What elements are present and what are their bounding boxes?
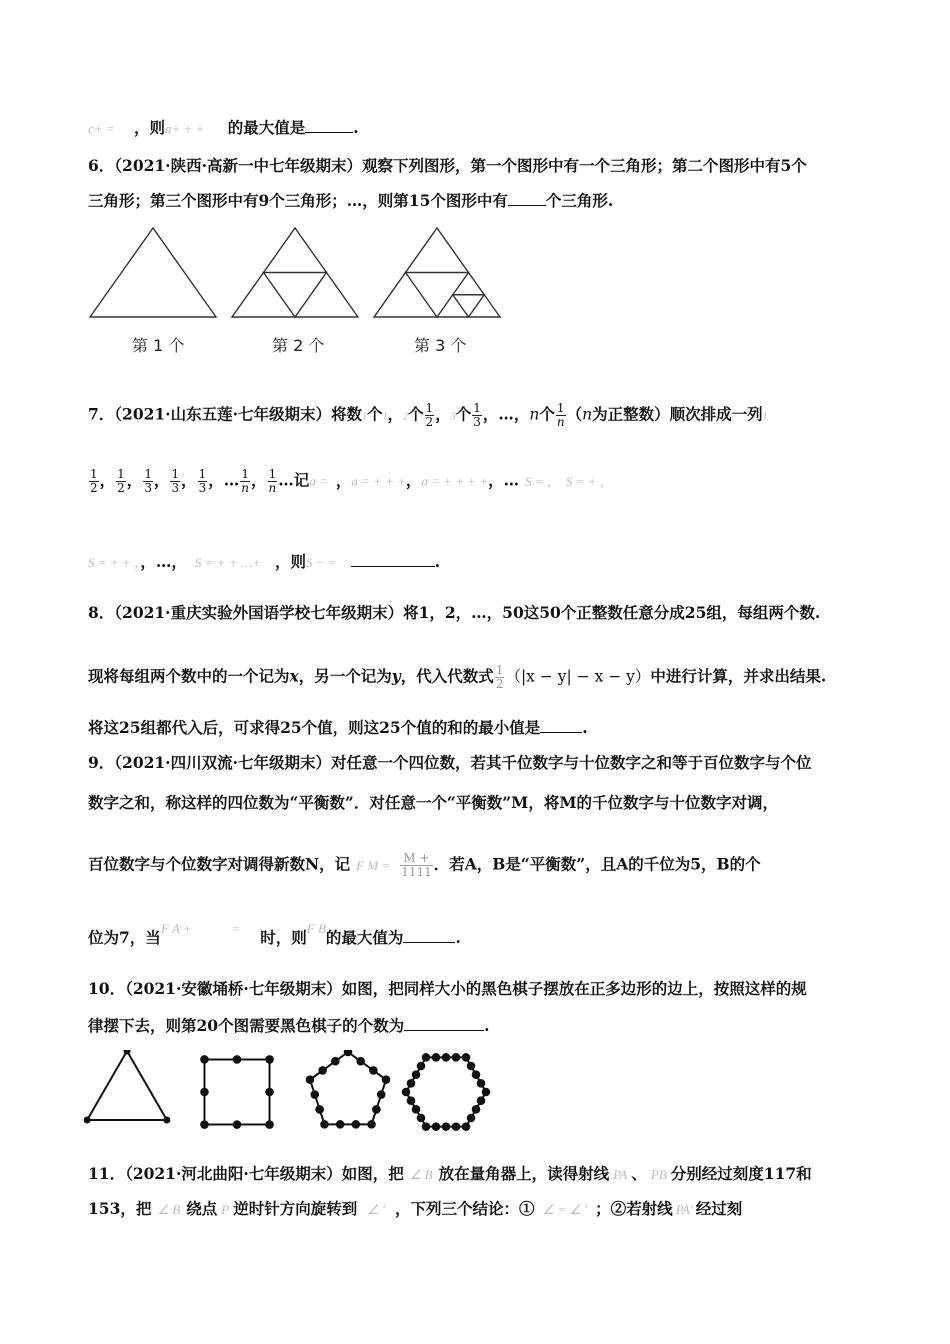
comma: ， (335, 470, 352, 490)
q7-line-3 (88, 552, 440, 573)
q8-line-2 (88, 664, 826, 691)
chess-piece (467, 1062, 476, 1071)
figure-caption-2: 第 2 个 (272, 336, 325, 355)
ellipsis: ，…， (482, 404, 530, 424)
question-text: 绕点 (186, 1199, 218, 1218)
faint-formula: PA′ (675, 1202, 693, 1217)
q9-line-2 (88, 793, 778, 813)
question-source: （2021·山东五莲·七年级期末） (114, 404, 331, 424)
chess-piece (442, 1122, 451, 1131)
question-text: 如图，把 (341, 1164, 404, 1183)
question-text: 经过刻 (695, 1199, 743, 1218)
var-n: n (529, 405, 540, 424)
chess-piece (315, 1105, 324, 1114)
figure-caption-1: 第 1 个 (132, 336, 185, 355)
comma: ， (99, 470, 116, 490)
word-ge: 个 (367, 404, 383, 424)
var-n: n (582, 405, 593, 424)
figure-caption-3: 第 3 个 (414, 336, 467, 355)
q10-line-2 (88, 1016, 489, 1036)
question-text: ，另一个记为 (298, 666, 392, 686)
chess-piece (432, 1122, 441, 1131)
question-text-end: 个三角形. (545, 191, 614, 210)
question-text: 时，则 (260, 928, 307, 947)
faint-formula: F B (306, 921, 326, 936)
chess-piece (200, 1055, 209, 1064)
answer-blank[interactable] (351, 552, 435, 567)
q10-line-1 (88, 979, 807, 999)
faint-number: 3 (450, 411, 456, 423)
chess-piece (442, 1053, 451, 1062)
question-text: 的最大值为 (325, 928, 404, 947)
comma: ， (126, 470, 143, 490)
ellipsis: ，… (488, 470, 520, 490)
question-source: （2021·四川双流·七年级期末） (114, 753, 331, 772)
faint-formula: P (221, 1202, 230, 1217)
chess-piece (402, 1088, 411, 1097)
q5-end-text: 的最大值是 (227, 118, 306, 137)
chess-piece (377, 1090, 386, 1099)
question-text: ，代入代数式 (400, 666, 494, 686)
chess-piece (331, 1057, 340, 1066)
question-text: 将这25组都代入后，可求得25个值，则这25个值的和的最小值是 (88, 718, 541, 737)
ellipsis: ，… (208, 470, 240, 490)
question-text: 律摆下去，则第20个图需要黑色棋子的个数为 (88, 1016, 405, 1035)
chess-piece (369, 1066, 378, 1075)
chess-piece (311, 1090, 320, 1099)
q11-line-2 (88, 1199, 742, 1220)
chess-piece (417, 1062, 426, 1071)
question-text: 位为7，当 (88, 928, 161, 947)
chess-piece (306, 1075, 315, 1084)
period: . (353, 118, 359, 137)
var-y: y (391, 666, 401, 686)
faint-formula: S = ， (525, 473, 560, 489)
chess-piece (265, 1120, 274, 1129)
fraction-1-2: $\frac{1}{2}$ (425, 401, 434, 429)
question-source: （2021·重庆实验外国语学校七年级期末） (114, 603, 404, 622)
question-number: 10． (88, 979, 126, 998)
chess-piece (472, 1105, 481, 1114)
question-text: 放在量角器上，读得射线 (438, 1164, 610, 1183)
faint-formula: ∠ = ∠ ′ (542, 1202, 588, 1217)
polygon-triangle-3-pieces (84, 1050, 171, 1124)
question-text: ，下列三个结论：① (394, 1199, 535, 1218)
question-text: 如图，把同样大小的黑色棋子摆放在正多边形的边上，按照这样的规 (341, 979, 807, 998)
punct: 、 (631, 1164, 647, 1183)
question-text: ．若A，B是“平衡数”，且A的千位为5，B的个 (433, 854, 761, 874)
faint-formula: ∠ ′ (367, 1202, 385, 1217)
word-ge: 个 (455, 404, 472, 424)
question-source: （2021·安徽埇桥·七年级期末） (125, 979, 342, 998)
chess-piece (462, 1122, 471, 1131)
faint-formula: S = + ， (565, 473, 613, 489)
chess-piece (477, 1096, 486, 1105)
question-text: 分别经过刻度117和 (670, 1164, 812, 1183)
chess-piece (407, 1079, 416, 1088)
word-ge: 个 (539, 404, 555, 424)
faint-formula: PA (613, 1167, 628, 1182)
period: . (455, 928, 461, 947)
q9-line-3 (88, 852, 761, 879)
ellipsis: ，… (140, 552, 172, 571)
chess-piece (467, 1114, 476, 1123)
faint-formula: a = (309, 473, 328, 489)
comma: ， (387, 404, 404, 424)
question-text: ；②若射线 (595, 1199, 673, 1218)
faint-formula: S − = (306, 555, 337, 570)
chess-piece (336, 1120, 345, 1129)
question-source: （2021·陕西·高新一中七年级期末） (114, 156, 362, 175)
question-number: 7． (88, 404, 115, 424)
triangle-figure-2 (232, 228, 358, 317)
faint-formula: ∠ B (409, 1167, 433, 1182)
faint-formula: a = + + + + (421, 473, 489, 489)
faint-formula: F M = (356, 857, 391, 873)
question-number: 8． (88, 603, 115, 622)
chess-piece (318, 1066, 327, 1075)
period: . (582, 718, 588, 737)
faint-number: 2 (403, 411, 409, 423)
question-text: 为正整数）顺次排成一列 (592, 404, 763, 424)
chess-piece (233, 1055, 242, 1064)
chess-piece (407, 1096, 416, 1105)
comma: ， (405, 470, 422, 490)
chess-piece (452, 1053, 461, 1062)
faint-number: 1 (762, 411, 768, 423)
faint-formula: = (231, 921, 241, 936)
faint-formula: a = + + + (351, 473, 406, 489)
chess-piece (422, 1122, 431, 1131)
fraction-1-2: $\frac{1}{2}$ (90, 467, 98, 495)
question-text: 观察下列图形，第一个图形中有一个三角形；第二个图形中有5个 (361, 156, 807, 175)
faint-formula: PB (650, 1167, 667, 1182)
polygon-outline (310, 1052, 386, 1124)
q6-triangle-figures (80, 220, 520, 365)
q6-line-2 (88, 191, 613, 211)
chess-piece (320, 1120, 329, 1129)
question-text: 中进行计算，并求出结果. (650, 666, 827, 686)
question-text: 百位数字与个位数字对调得新数N，记 (88, 854, 351, 874)
chess-piece (432, 1053, 441, 1062)
comma: ， (181, 470, 197, 490)
question-text: 三角形；第三个图形中有9个三角形；…，则第15个图形中有 (88, 191, 508, 210)
chess-piece (265, 1055, 274, 1064)
q8-line-3 (88, 718, 588, 738)
comma: ， (251, 470, 267, 490)
question-number: 11． (88, 1164, 126, 1183)
chess-piece (372, 1105, 381, 1114)
answer-blank[interactable] (305, 118, 353, 133)
q11-line-1 (88, 1164, 812, 1185)
chess-piece (352, 1120, 361, 1129)
fraction-1-3: $\frac{1}{3}$ (171, 467, 180, 495)
polygon-hexagon-6-pieces (402, 1053, 491, 1131)
expression: （|x − y| − x − y） (505, 667, 651, 686)
question-number: 6． (88, 156, 115, 175)
faint-number: 1 (362, 411, 367, 423)
chess-piece (200, 1088, 209, 1097)
question-text: 逆时针方向旋转到 (233, 1199, 358, 1218)
question-text: 现将每组两个数中的一个记为 (88, 666, 290, 686)
var-x: x (289, 666, 299, 686)
chess-piece (265, 1088, 274, 1097)
q8-line-1 (88, 603, 820, 623)
question-text: 将1，2，…，50这50个正整数任意分成25组，每组两个数. (403, 603, 821, 622)
answer-blank[interactable] (403, 928, 455, 943)
fraction-half: $\frac{1}{2}$ (495, 663, 504, 691)
chess-piece (472, 1070, 481, 1079)
faint-number: 1 (382, 411, 388, 423)
faint-formula: ∠ B (157, 1202, 181, 1217)
faint-formula: F A + (160, 921, 192, 936)
word-ze: ，则 (275, 552, 307, 571)
question-source: （2021·河北曲阳·七年级期末） (125, 1164, 342, 1183)
q5-faint-formula-c: c+ = (88, 121, 115, 136)
polygon-pentagon-5-pieces (306, 1050, 391, 1129)
chess-piece (412, 1070, 421, 1079)
chess-piece (452, 1122, 461, 1131)
chess-piece (462, 1053, 471, 1062)
fraction-1-3: $\frac{1}{3}$ (198, 467, 207, 495)
question-text: 153，把 (88, 1199, 152, 1218)
fraction-1-3: $\frac{1}{3}$ (473, 401, 481, 429)
chess-piece (84, 1117, 91, 1124)
chess-piece (477, 1079, 486, 1088)
answer-blank[interactable] (404, 1016, 484, 1031)
q10-chess-polygons (82, 1050, 502, 1134)
comma: ， (153, 470, 170, 490)
q6-line-1 (88, 156, 807, 176)
faint-fraction: $\frac{M +}{1111}$ (401, 851, 432, 879)
q7-line-1 (88, 402, 768, 429)
question-text: 将数 (330, 404, 362, 424)
polygon-outline (204, 1059, 269, 1124)
word-ge: 个 (408, 404, 424, 424)
fraction-1-n: $\frac{1}{n}$ (241, 467, 250, 495)
triangle-figure-1 (90, 228, 216, 317)
paren: （ (566, 404, 583, 424)
comma: ， (171, 552, 187, 571)
chess-piece (200, 1120, 209, 1129)
chess-piece (412, 1105, 421, 1114)
polygon-square-4-pieces (200, 1055, 274, 1129)
comma: ， (435, 404, 451, 424)
fraction-1-2: $\frac{1}{2}$ (117, 467, 125, 495)
q9-line-1 (88, 753, 812, 773)
chess-piece (422, 1053, 431, 1062)
q5-mid-text: ，则 (133, 118, 165, 137)
faint-formula: S = + + …+ (194, 555, 262, 570)
q5-faint-formula-a: a+ + + (165, 121, 205, 136)
period: . (434, 552, 440, 571)
fraction-1-3: $\frac{1}{3}$ (144, 467, 152, 495)
fraction-1-n: $\frac{1}{n}$ (268, 467, 277, 495)
chess-piece (233, 1120, 242, 1129)
fraction-1-n: $\frac{1}{n}$ (556, 401, 565, 429)
answer-blank[interactable] (540, 718, 582, 733)
chess-piece (356, 1057, 365, 1066)
answer-blank[interactable] (508, 191, 546, 206)
period: . (484, 1016, 490, 1035)
chess-piece (163, 1117, 170, 1124)
q7-line-2 (88, 468, 613, 495)
word-ji: …记 (278, 470, 310, 490)
q5-tail-line (88, 118, 359, 139)
chess-piece (417, 1114, 426, 1123)
polygon-outline (87, 1051, 167, 1120)
chess-piece (367, 1120, 376, 1129)
question-text: 对任意一个四位数，若其千位数字与十位数字之和等于百位数字与个位 (330, 753, 812, 772)
question-number: 9． (88, 753, 115, 772)
faint-formula: S = + + ， (88, 555, 141, 570)
chess-piece (482, 1088, 491, 1097)
question-text: 数字之和，称这样的四位数为“平衡数”．对任意一个“平衡数”M，将M的千位数字与十位数字对调， (88, 793, 778, 812)
triangle-figure-3 (374, 228, 500, 317)
q9-line-4 (88, 921, 461, 949)
chess-piece (382, 1075, 391, 1084)
